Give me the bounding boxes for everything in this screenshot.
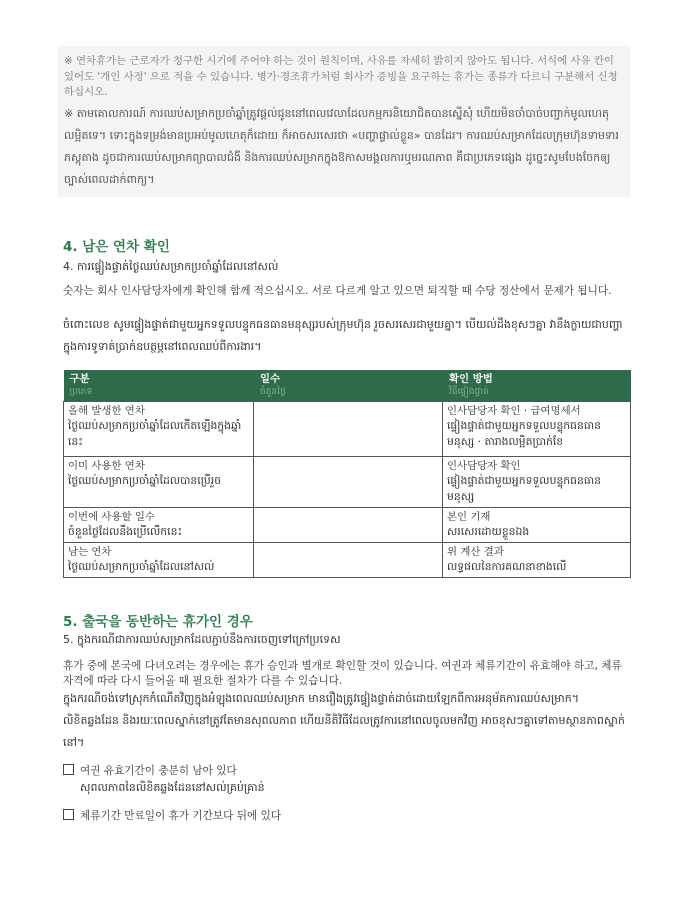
cell-method: 본인 기재 សរសេរដោយខ្លួនឯង xyxy=(443,508,631,543)
table-header-row xyxy=(64,370,631,402)
header-days: 일수 ចំនួនថ្ងៃ xyxy=(254,370,443,402)
table-row xyxy=(64,457,631,508)
note-khmer: ※ តាមគោលការណ៍ ការឈប់សម្រាកប្រចាំឆ្នាំត្រូវផ្តល់ជូននៅពេលវេលាដែលកម្មករនិយោជិតបានស្នើសុំ ហើយមិនចាំបាច់បញ្ជាក់មូលហេតុលម្អិតទេ។ ទោះក្នុងទម្រង់មានប្រអប់មូលហេតុក៏ដោយ ក៏អាចសរសេរថា «បញ្ហាផ្ទាល់ខ្លួន» បានដែរ។ ការឈប់សម្រាកដែលក្រុមហ៊ុនទាមទារភស្តុតាង ដូចជាការឈប់សម្រាកព្យាបាលជំងឺ និងការឈប់សម្រាកក្នុងឱកាសមង្គលការឬមរណភាព គឺជាប្រភេទផ្សេង ដូច្នេះសូមបែងចែកឲ្យច្បាស់ពេលដាក់ពាក្យ។ xyxy=(64,106,619,186)
cell-category: 이미 사용한 연차 ថ្ងៃឈប់សម្រាកប្រចាំឆ្នាំដែលបានប្រើរួច xyxy=(64,457,254,508)
table-row xyxy=(64,402,631,457)
cell-days-input[interactable] xyxy=(254,508,443,543)
cell-category: 올해 발생한 연차 ថ្ងៃឈប់សម្រាកប្រចាំឆ្នាំដែលកើតឡើងក្នុងឆ្នាំនេះ xyxy=(64,402,254,457)
checklist-item[interactable] xyxy=(63,808,281,823)
section-5-subtitle: 5. ក្នុងករណីជាការឈប់សម្រាកដែលភ្ជាប់នឹងការចេញទៅក្រៅប្រទេស xyxy=(63,633,341,646)
cell-category: 이번에 사용할 일수 ចំនួនថ្ងៃដែលនឹងប្រើលើកនេះ xyxy=(64,508,254,543)
section-4-title: 4. 남은 연차 확인 xyxy=(63,239,170,255)
leave-note-box xyxy=(58,46,630,197)
cell-category: 남는 연차 ថ្ងៃឈប់សម្រាកប្រចាំឆ្នាំដែលនៅសល់ xyxy=(64,543,254,578)
section-5-title: 5. 출국을 동반하는 휴가인 경우 xyxy=(63,614,253,630)
section-4-paragraph-khmer: ចំពោះលេខ សូមផ្ទៀងផ្ទាត់ជាមួយអ្នកទទួលបន្ទុកធនធានមនុស្សរបស់ក្រុមហ៊ុន រួចសរសេរជាមួយគ្នា។ បើយល់ដឹងខុសៗគ្នា វានឹងក្លាយជាបញ្ហាក្នុងការទូទាត់ប្រាក់ឧបត្ថម្ភនៅពេលឈប់ពីការងារ។ xyxy=(63,318,623,353)
checklist-item-korean: 체류기간 만료일이 휴가 기간보다 뒤에 있다 xyxy=(80,810,282,822)
checkbox-icon[interactable] xyxy=(63,764,74,775)
table-row xyxy=(64,543,631,578)
section-4-paragraph-korean: 숫자는 회사 인사담당자에게 확인해 함께 적으십시오. 서로 다르게 알고 있으면 퇴직할 때 수당 정산에서 문제가 됩니다. xyxy=(63,285,612,297)
checkbox-icon[interactable] xyxy=(63,809,74,820)
cell-days-input[interactable] xyxy=(254,457,443,508)
section-5-paragraph-khmer: ក្នុងករណីចង់ទៅស្រុកកំណើតវិញក្នុងអំឡុងពេលឈប់សម្រាក មានរឿងត្រូវផ្ទៀងផ្ទាត់ដាច់ដោយឡែកពីការអនុម័តការឈប់សម្រាក។ លិខិតឆ្លងដែន និងរយៈពេលស្នាក់នៅត្រូវតែមានសុពលភាព ហើយនីតិវិធីដែលត្រូវការនៅពេលចូលមកវិញ អាចខុសៗគ្នាទៅតាមស្ថានភាពស្នាក់នៅ។ xyxy=(63,692,625,749)
checklist-item-khmer: សុពលភាពនៃលិខិតឆ្លងដែននៅសល់គ្រប់គ្រាន់ xyxy=(80,781,265,794)
cell-days-input[interactable] xyxy=(254,543,443,578)
section-5-paragraph-korean: 휴가 중에 본국에 다녀오려는 경우에는 휴가 승인과 별개로 확인할 것이 있습니다. 여권과 체류기간이 유효해야 하고, 체류자격에 따라 다시 들어올 때 필요한 절차가 다를 수 있습니다. xyxy=(63,660,622,687)
checklist-item[interactable] xyxy=(63,763,265,798)
cell-days-input[interactable] xyxy=(254,402,443,457)
cell-method: 위 계산 결과 លទ្ធផលនៃការគណនាខាងលើ xyxy=(443,543,631,578)
checklist-item-korean: 여권 유효기간이 충분히 남아 있다 xyxy=(80,765,237,777)
section-4-subtitle: 4. ការផ្ទៀងផ្ទាត់ថ្ងៃឈប់សម្រាកប្រចាំឆ្នាំដែលនៅសល់ xyxy=(63,260,279,273)
cell-method: 인사담당자 확인 ផ្ទៀងផ្ទាត់ជាមួយអ្នកទទួលបន្ទុកធនធានមនុស្ស xyxy=(443,457,631,508)
leave-balance-table xyxy=(63,370,631,578)
note-korean: ※ 연차휴가는 근로자가 청구한 시기에 주어야 하는 것이 원칙이며, 사유를 자세히 밝히지 않아도 됩니다. 서식에 사유 칸이 있어도 '개인 사정' 으로 적을 수 있습니다. 병가·경조휴가처럼 회사가 증빙을 요구하는 휴가는 종류가 다르니 구분해서 신청하십시오. xyxy=(64,55,618,98)
header-category: 구분 ប្រភេទ xyxy=(64,370,254,402)
header-method: 확인 방법 វិធីផ្ទៀងផ្ទាត់ xyxy=(443,370,631,402)
cell-method: 인사담당자 확인 · 급여명세서 ផ្ទៀងផ្ទាត់ជាមួយអ្នកទទួលបន្ទុកធនធានមនុស្ស · តារាងលម្អិតប្រាក់ខែ xyxy=(443,402,631,457)
table-row xyxy=(64,508,631,543)
